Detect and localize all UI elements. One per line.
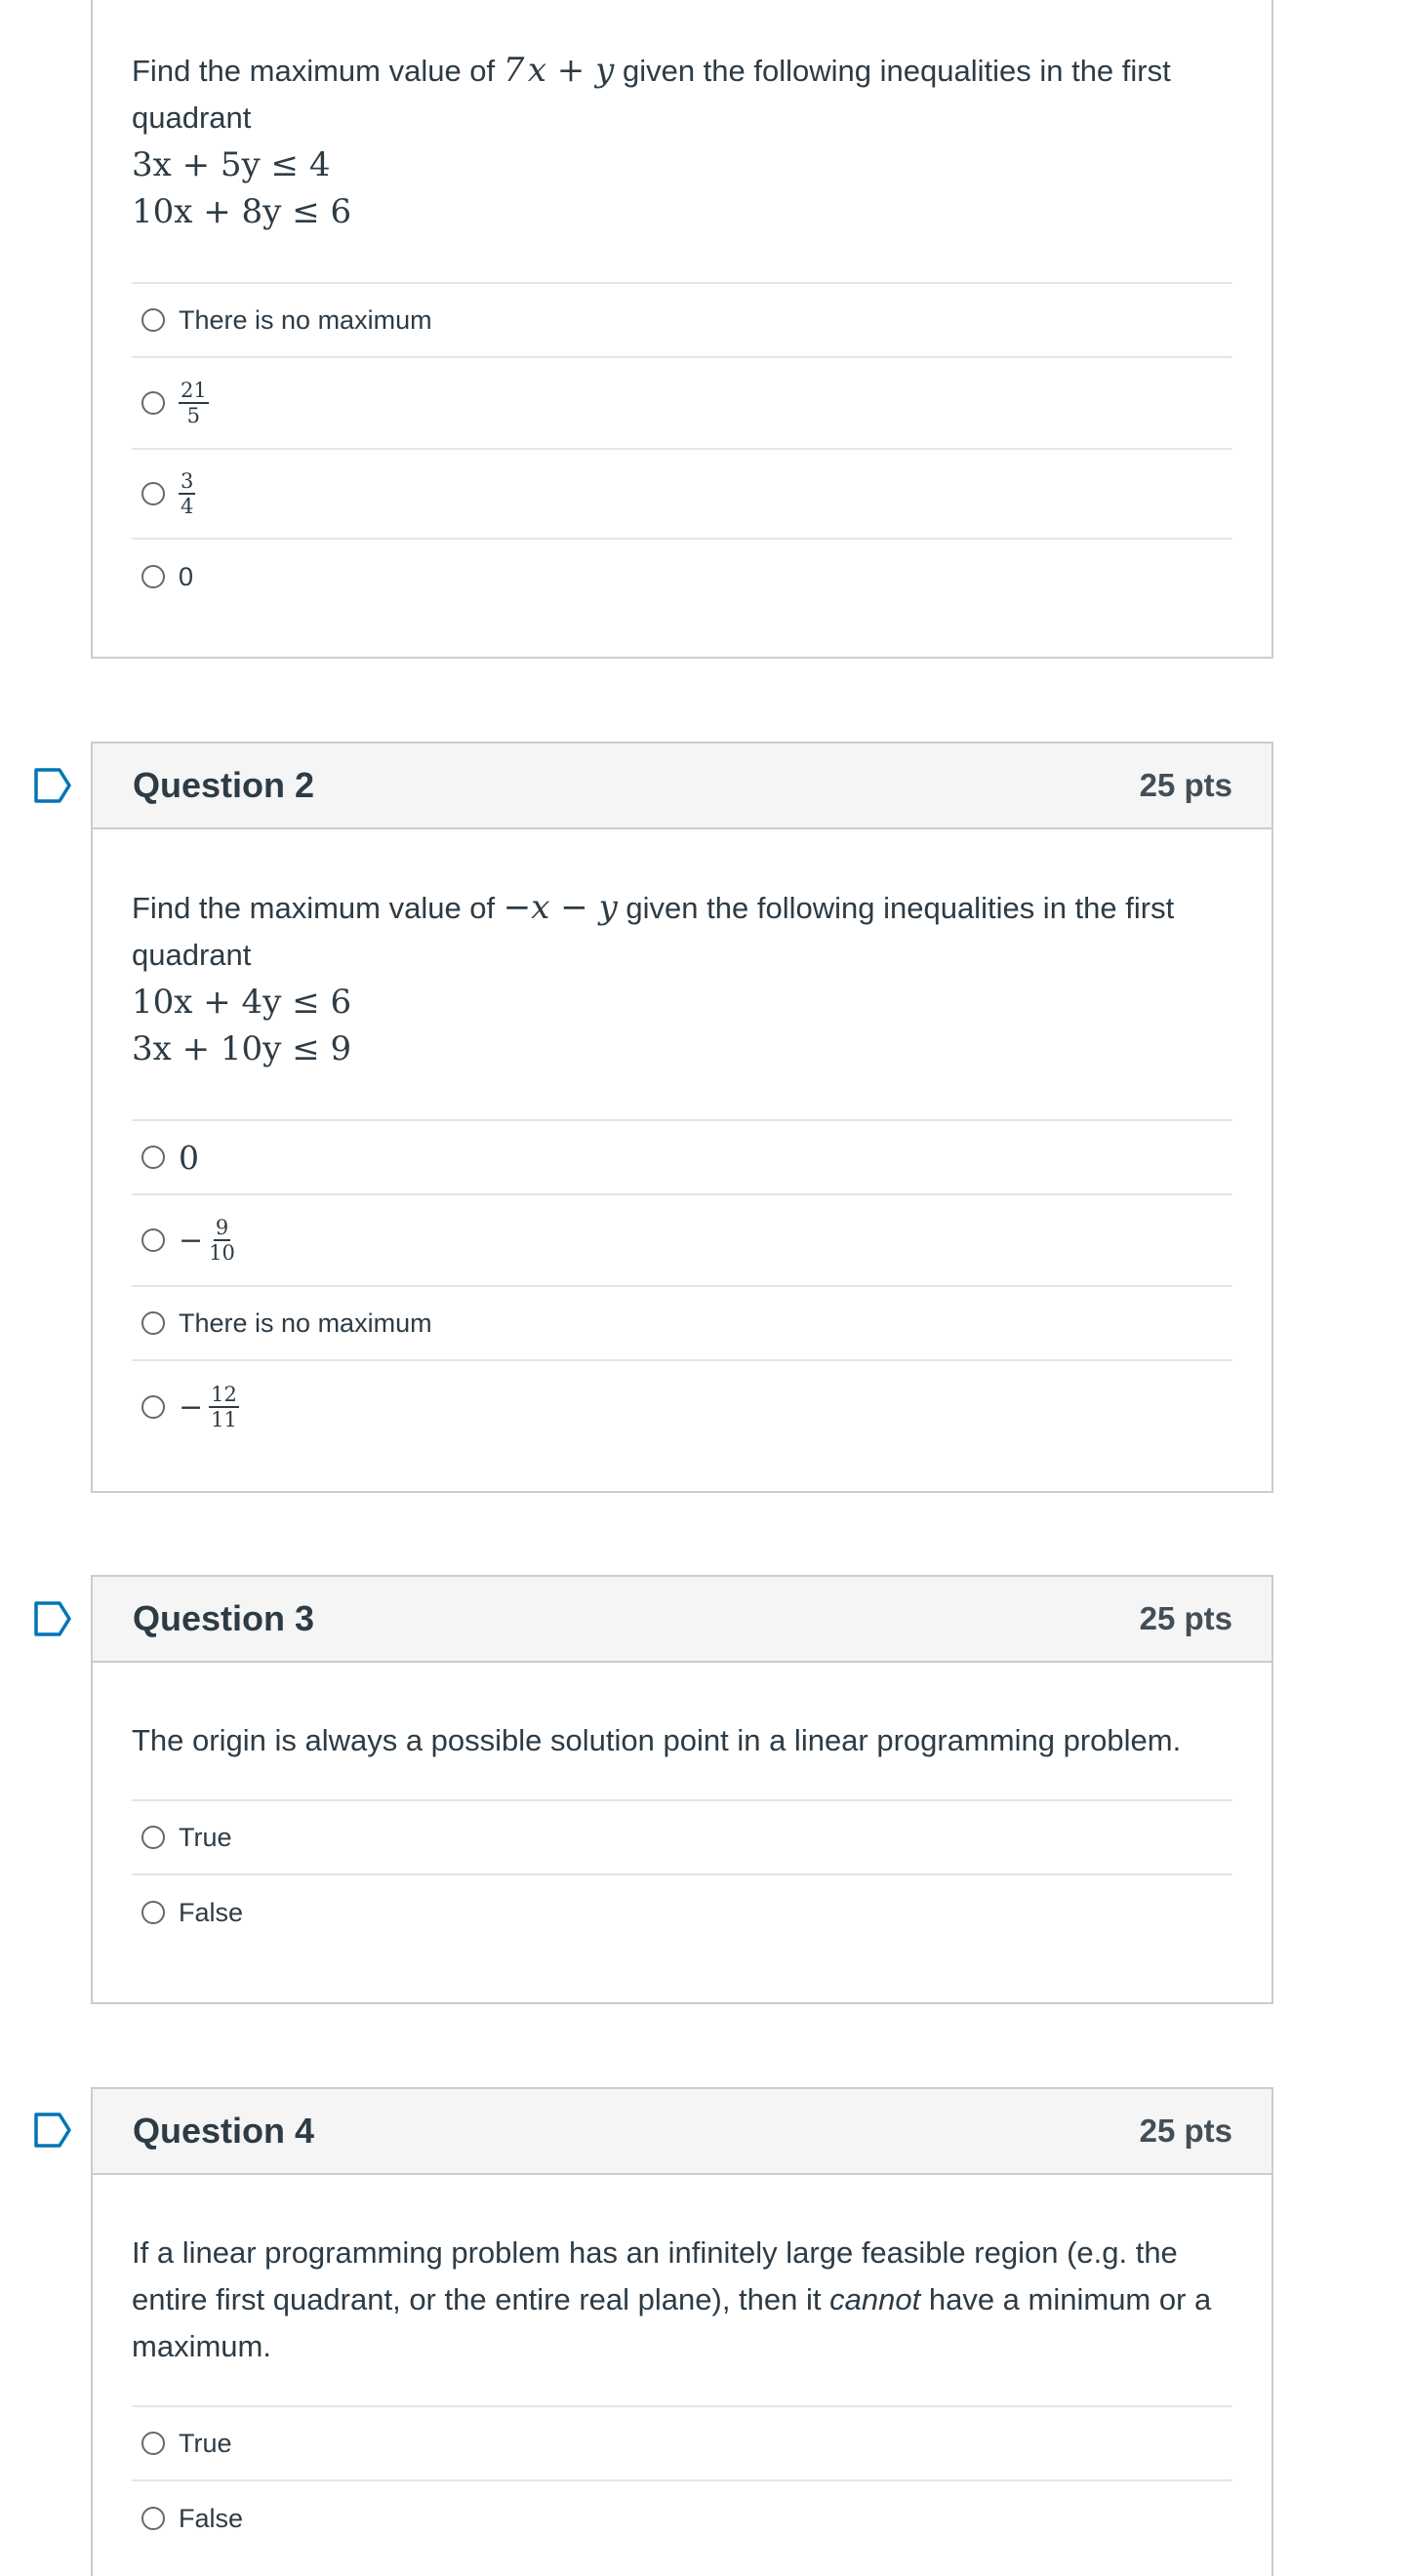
radio-button[interactable] xyxy=(141,2507,165,2530)
fraction-answer xyxy=(209,1216,235,1265)
flag-question-icon[interactable] xyxy=(33,767,72,804)
flag-question-icon[interactable] xyxy=(33,1600,72,1637)
question-prompt xyxy=(132,829,1232,979)
answer-option[interactable] xyxy=(132,2407,1232,2481)
question-card-2 xyxy=(91,742,1273,1493)
objective-function: 7 x + y xyxy=(503,51,615,90)
negative-sign: − xyxy=(179,1389,204,1425)
answer-option[interactable] xyxy=(132,450,1232,540)
answer-list xyxy=(132,282,1232,614)
answer-list xyxy=(132,2405,1232,2556)
question-title: Question 4 xyxy=(133,2111,315,2151)
question-points: 25 pts xyxy=(1139,767,1232,803)
numerator: 21 xyxy=(181,379,207,402)
flag-question-icon[interactable] xyxy=(33,2112,72,2149)
prompt-text: Find the maximum value of xyxy=(132,54,496,88)
answer-label: There is no maximum xyxy=(179,1308,432,1338)
answer-list xyxy=(132,1119,1232,1453)
answer-label: False xyxy=(179,1897,244,1927)
radio-button[interactable] xyxy=(141,1901,165,1924)
answer-option[interactable] xyxy=(132,1287,1232,1361)
question-card-3 xyxy=(91,1575,1273,2004)
question-title: Question 2 xyxy=(133,765,315,805)
radio-button[interactable] xyxy=(141,1395,165,1419)
question-title: Question 3 xyxy=(133,1598,315,1638)
radio-button[interactable] xyxy=(141,308,165,332)
radio-button[interactable] xyxy=(141,1311,165,1335)
objective-function: −x − y xyxy=(503,888,618,927)
radio-button[interactable] xyxy=(141,565,165,588)
prompt-text: given the following inequalities in the first quadrant xyxy=(132,54,1171,135)
negative-sign: − xyxy=(179,1223,204,1258)
question-card-4 xyxy=(91,2087,1273,2576)
question-prompt xyxy=(132,2175,1232,2370)
question-card-1 xyxy=(91,0,1273,659)
fraction-answer xyxy=(209,1383,239,1431)
denominator: 10 xyxy=(209,1241,235,1265)
inequality: 3x + 10y ≤ 9 xyxy=(132,1029,352,1068)
prompt-text: given the following inequalities in the first quadrant xyxy=(132,891,1175,972)
answer-option[interactable] xyxy=(132,540,1232,614)
inequality: 10x + 8y ≤ 6 xyxy=(132,192,352,231)
radio-button[interactable] xyxy=(141,1228,165,1252)
prompt-emphasis: cannot xyxy=(829,2282,921,2316)
answer-label: True xyxy=(179,1822,232,1852)
question-header xyxy=(93,1577,1271,1663)
answer-option[interactable] xyxy=(132,1121,1232,1195)
answer-option[interactable] xyxy=(132,284,1232,358)
inequality: 10x + 4y ≤ 6 xyxy=(132,983,352,1022)
answer-option[interactable] xyxy=(132,1875,1232,1950)
prompt-text: have a minimum or a maximum. xyxy=(132,2282,1212,2363)
denominator: 5 xyxy=(186,404,201,427)
answer-option[interactable] xyxy=(132,2481,1232,2556)
fraction-answer xyxy=(179,469,195,518)
radio-button[interactable] xyxy=(141,391,165,415)
question-points: 25 pts xyxy=(1139,1600,1232,1636)
answer-label: There is no maximum xyxy=(179,304,432,335)
numerator: 9 xyxy=(215,1216,229,1239)
answer-label: True xyxy=(179,2428,232,2458)
answer-label: 0 xyxy=(179,561,194,591)
prompt-text: Find the maximum value of xyxy=(132,891,496,925)
question-points: 25 pts xyxy=(1139,2113,1232,2149)
answer-option[interactable] xyxy=(132,1801,1232,1875)
radio-button[interactable] xyxy=(141,1146,165,1169)
radio-button[interactable] xyxy=(141,2432,165,2455)
denominator: 11 xyxy=(211,1408,237,1431)
numerator: 12 xyxy=(211,1383,237,1406)
radio-button[interactable] xyxy=(141,1826,165,1849)
question-prompt: The origin is always a possible solution point in a linear programming problem. xyxy=(132,1723,1182,1757)
answer-option[interactable] xyxy=(132,1361,1232,1453)
answer-option[interactable] xyxy=(132,358,1232,450)
denominator: 4 xyxy=(181,495,194,518)
answer-label: False xyxy=(179,2503,244,2533)
numerator: 3 xyxy=(181,469,194,493)
question-header xyxy=(93,2089,1271,2175)
question-header xyxy=(93,744,1271,829)
answer-option[interactable] xyxy=(132,1195,1232,1287)
answer-list xyxy=(132,1799,1232,1950)
inequality: 3x + 5y ≤ 4 xyxy=(132,145,331,184)
question-prompt xyxy=(132,0,1232,141)
fraction-answer xyxy=(179,379,209,427)
answer-label: 0 xyxy=(179,1138,199,1177)
radio-button[interactable] xyxy=(141,482,165,505)
prompt-text: If a linear programming problem has an infinitely large feasible region (e.g. the entire first quadrant, or the entire real plane), then it xyxy=(132,2235,1178,2316)
